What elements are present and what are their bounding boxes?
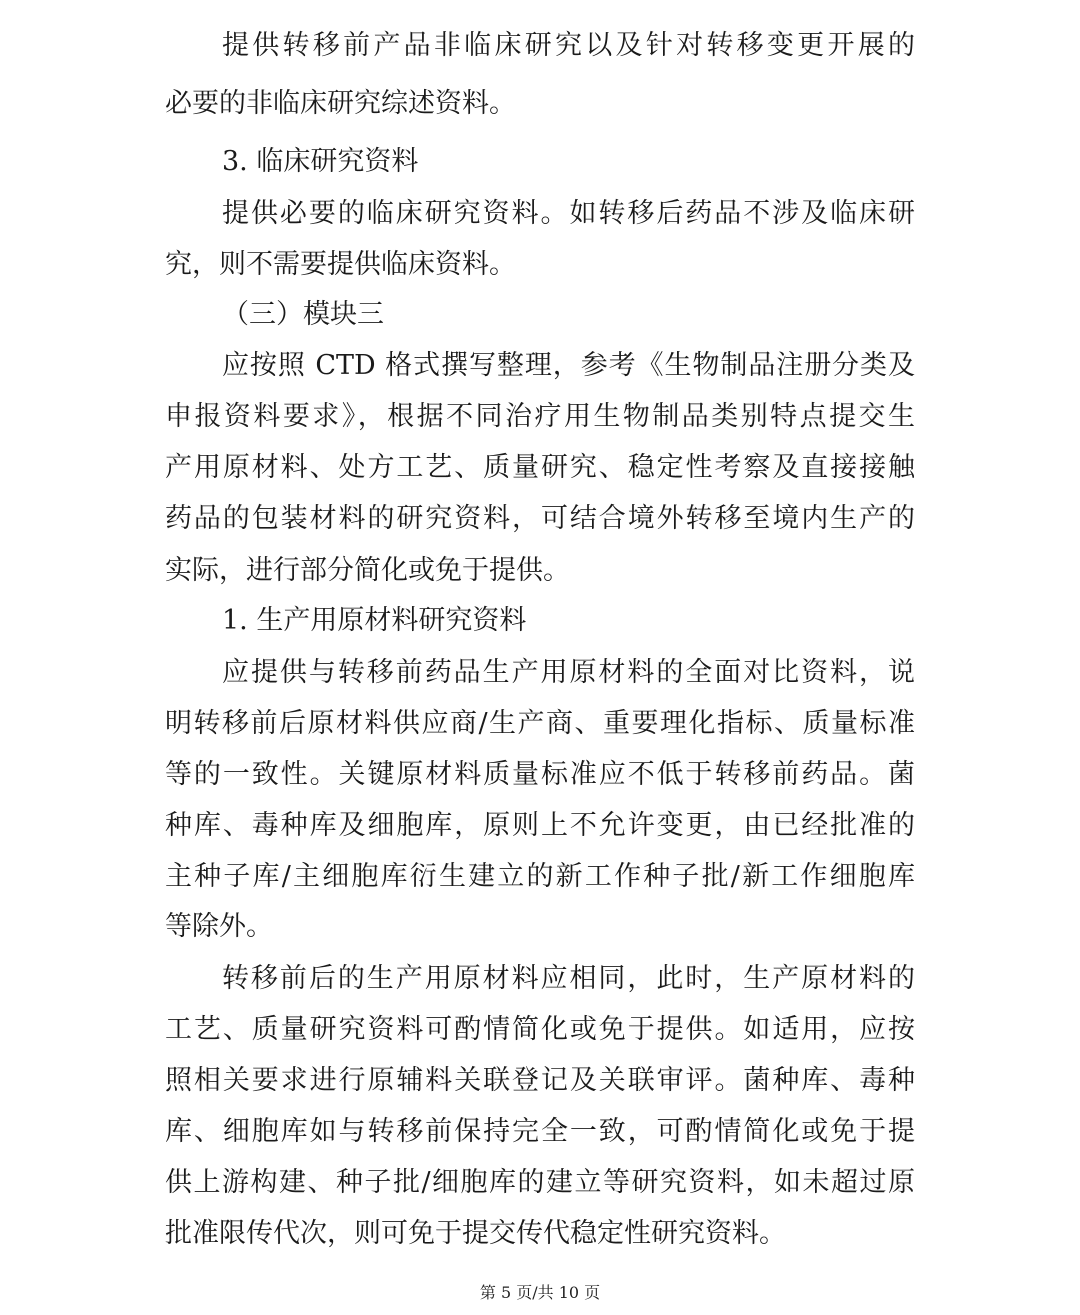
- paragraph-line: 工艺、质量研究资料可酌情简化或免于提供。如适用，应按: [165, 1014, 915, 1045]
- paragraph-line: 必要的非临床研究综述资料。: [165, 88, 516, 119]
- paragraph-line: 照相关要求进行原辅料关联登记及关联审评。菌种库、毒种: [165, 1065, 915, 1096]
- paragraph-line: 提供转移前产品非临床研究以及针对转移变更开展的: [222, 30, 915, 61]
- paragraph-line: 转移前后的生产用原材料应相同，此时，生产原材料的: [222, 963, 915, 994]
- paragraph-line: 等的一致性。关键原材料质量标准应不低于转移前药品。菌: [165, 759, 915, 790]
- section-heading: 3. 临床研究资料: [222, 146, 419, 177]
- paragraph-line: 明转移前后原材料供应商/生产商、重要理化指标、质量标准: [165, 708, 915, 739]
- paragraph-line: 应提供与转移前药品生产用原材料的全面对比资料，说: [222, 657, 915, 688]
- section-heading: （三）模块三: [222, 299, 384, 330]
- paragraph-line: 等除外。: [165, 911, 273, 942]
- paragraph-line: 批准限传代次，则可免于提交传代稳定性研究资料。: [165, 1218, 786, 1249]
- paragraph-line: 应按照 CTD 格式撰写整理，参考《生物制品注册分类及: [222, 350, 915, 381]
- paragraph-line: 种库、毒种库及细胞库，原则上不允许变更，由已经批准的: [165, 810, 915, 841]
- paragraph-line: 主种子库/主细胞库衍生建立的新工作种子批/新工作细胞库: [165, 861, 915, 892]
- paragraph-line: 究，则不需要提供临床资料。: [165, 249, 516, 280]
- paragraph-line: 库、细胞库如与转移前保持完全一致，可酌情简化或免于提: [165, 1116, 915, 1147]
- section-heading: 1. 生产用原材料研究资料: [222, 605, 527, 636]
- paragraph-line: 产用原材料、处方工艺、质量研究、稳定性考察及直接接触: [165, 452, 915, 483]
- paragraph-line: 药品的包装材料的研究资料，可结合境外转移至境内生产的: [165, 503, 915, 534]
- paragraph-line: 供上游构建、种子批/细胞库的建立等研究资料，如未超过原: [165, 1167, 915, 1198]
- paragraph-line: 提供必要的临床研究资料。如转移后药品不涉及临床研: [222, 198, 915, 229]
- page-number-footer: 第 5 页/共 10 页: [479, 1283, 601, 1302]
- paragraph-line: 申报资料要求》，根据不同治疗用生物制品类别特点提交生: [165, 401, 915, 432]
- paragraph-line: 实际，进行部分简化或免于提供。: [165, 555, 570, 586]
